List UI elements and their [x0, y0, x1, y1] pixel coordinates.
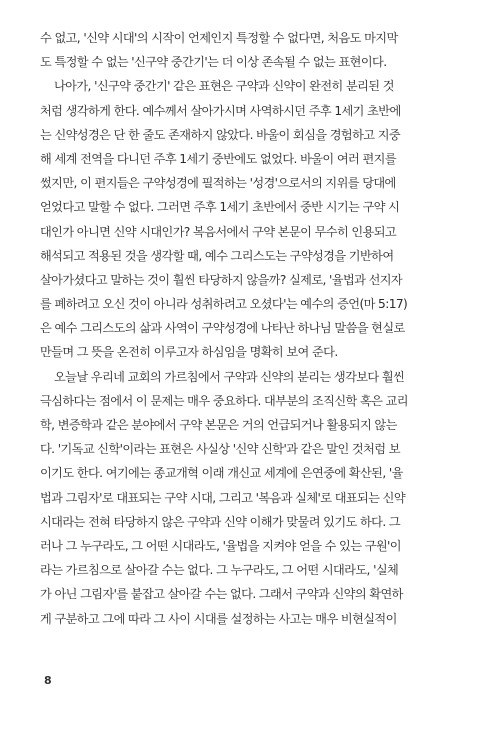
paragraph-2	[40, 74, 460, 364]
body-text	[40, 26, 460, 631]
text-line: 해 세계 전역을 다니던 주후 1세기 중반에도 없었다. 바울이 여러 편지를	[40, 151, 397, 166]
paragraph-1	[40, 26, 460, 74]
text-line: 학, 변증학과 같은 분야에서 구약 본문은 거의 언급되거나 활용되지 않는	[40, 418, 397, 432]
text-line: 오늘날 우리네 교회의 가르침에서 구약과 신약의 분리는 생각보다 훨씬	[54, 369, 405, 384]
text-line: 해석되고 적용된 것을 생각할 때, 예수 그리스도는 구약성경을 기반하여	[40, 248, 394, 263]
text-line: 처럼 생각하게 한다. 예수께서 살아가시며 사역하시던 주후 1세기 초반에	[40, 103, 401, 118]
text-line: 만들며 그 뜻을 온전히 이루고자 하심임을 명확히 보여 준다.	[40, 345, 338, 360]
text-line: 가 아닌 그림자'를 붙잡고 살아갈 수는 없다. 그래서 구약과 신약의 확연하	[40, 587, 403, 602]
text-line: 게 구분하고 그에 따라 그 사이 시대를 설정하는 사고는 매우 비현실적이	[40, 611, 397, 626]
text-line: 썼지만, 이 편지들은 구약성경에 필적하는 '성경'으로서의 지위를 당대에	[40, 176, 396, 191]
text-line: 은 예수 그리스도의 삶과 사역이 구약성경에 나타난 하나님 말씀을 현실로	[40, 321, 405, 336]
text-line: 나아가, '신구약 중간기' 같은 표현은 구약과 신약이 완전히 분리된 것	[54, 79, 394, 94]
text-line: 수 없고, '신약 시대'의 시작이 언제인지 특정할 수 없다면, 처음도 마지막	[40, 31, 398, 45]
text-line: 살아가셨다고 말하는 것이 훨씬 타당하지 않을까? 실제로, '율법과 선지자	[40, 272, 403, 287]
text-line: 법과 그림자'로 대표되는 구약 시대, 그리고 '복음과 실체'로 대표되는 신약	[40, 490, 406, 505]
text-line: 얻었다고 말할 수 없다. 그러면 주후 1세기 초반에서 중반 시기는 구약 시	[40, 200, 400, 215]
text-line: 는 신약성경은 단 한 줄도 존재하지 않았다. 바울이 회심을 경험하고 지중	[40, 127, 401, 142]
page-number: 8	[44, 674, 52, 687]
text-line: 극심하다는 점에서 이 문제는 매우 중요하다. 대부분의 조직신학 혹은 교리	[40, 393, 408, 408]
text-line: 대인가 아니면 신약 시대인가? 복음서에서 구약 본문이 무수히 인용되고	[40, 224, 397, 239]
text-line: 라는 가르침으로 살아갈 수는 없다. 그 누구라도, 그 어떤 시대라도, '실체	[40, 563, 399, 578]
text-line: 이기도 한다. 여기에는 종교개혁 이래 개신교 세계에 은연중에 확산된, '율	[40, 466, 403, 481]
text-line: 시대라는 전혀 타당하지 않은 구약과 신약 이해가 맞물려 있기도 하다. 그	[40, 514, 401, 529]
text-line: 러나 그 누구라도, 그 어떤 시대라도, '율법을 지켜야 얻을 수 있는 구원'이	[40, 538, 401, 553]
text-line: 다. '기독교 신학'이라는 표현은 사실상 '신약 신학'과 같은 말인 것처럼 보	[40, 442, 400, 457]
paragraph-3	[40, 365, 460, 631]
text-line: 도 특정할 수 없는 '신구약 중간기'는 더 이상 존속될 수 없는 표현이다.	[40, 55, 387, 70]
text-line: 를 폐하려고 오신 것이 아니라 성취하려고 오셨다'는 예수의 증언(마 5:17)	[40, 297, 408, 312]
